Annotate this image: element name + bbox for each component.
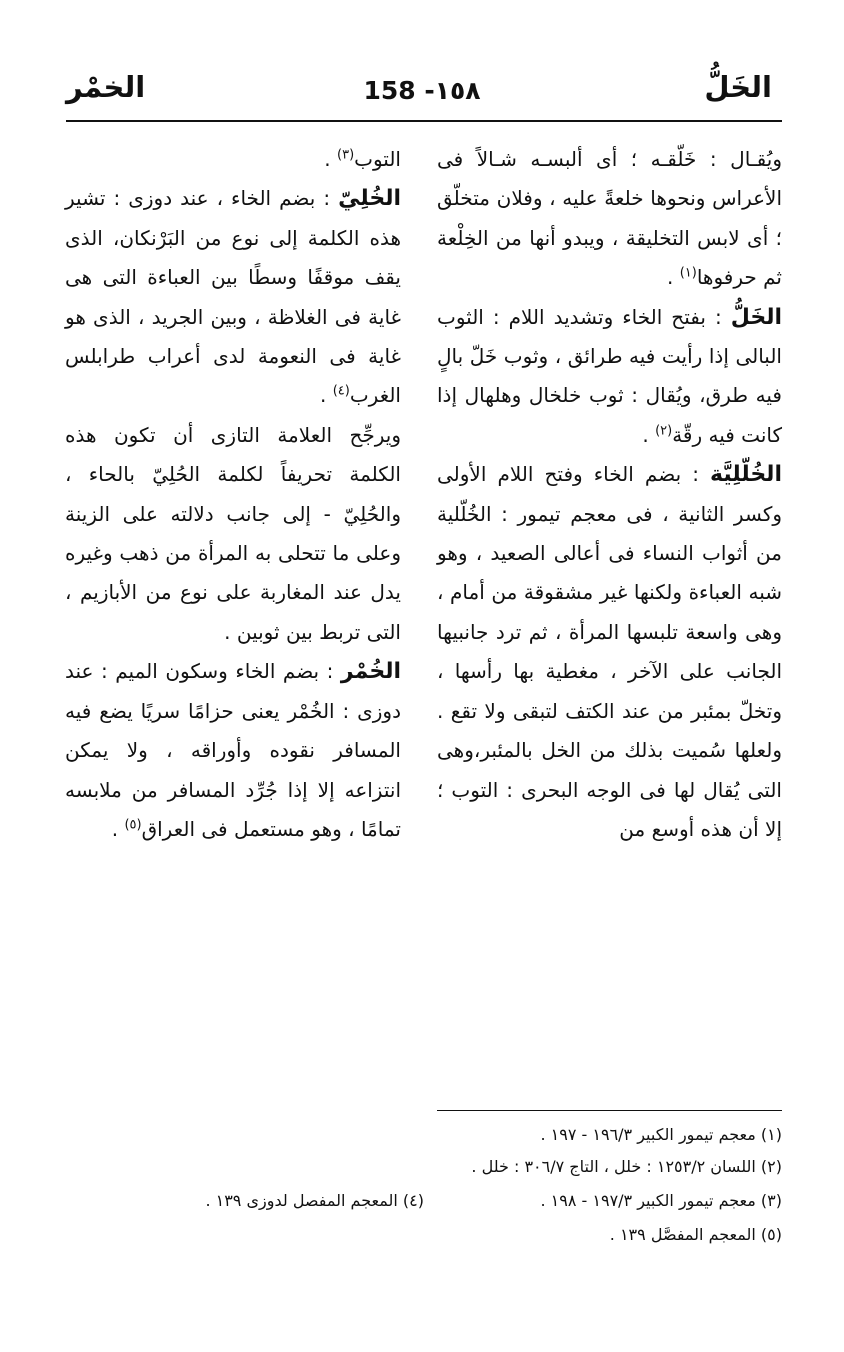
left-column bbox=[65, 140, 401, 849]
entry-al-khall: الخَلُّ : بفتح الخاء وتشديد اللام : الثوب البالى إذا رأيت فيه طرائق ، وثوب خَلّ بالٍ فيه طرق، ويُقال : ثوب خلخال وهلهال إذا كانت فيه رقّة$^{(٢)}$ . bbox=[437, 304, 782, 447]
footnote-4: (٤) المعجم المفصل لدوزى ١٣٩ . bbox=[205, 1191, 424, 1210]
entry-paragraph: ويرجِّح العلامة التازى أن تكون هذه الكلمة تحريفاً لكلمة الحُلِيّ بالحاء ، والحُلِيّ - إلى جانب دلالته على الزينة وعلى ما تتحلى به المرأة من ذهب وغيره يدل عند المغاربة على نوع من الأبازيم ، التى تربط بين ثوبين . bbox=[65, 422, 401, 644]
entry-term: الخَلُّ bbox=[730, 304, 782, 330]
footnote-ref: (١) bbox=[679, 265, 697, 281]
entry-al-khullaliyya: الخُلّلِيَّة : بضم الخاء وفتح اللام الأولى وكسر الثانية ، فى معجم تيمور : الخُلّلية من أثواب النساء فى أعالى الصعيد ، وهو شبه العباءة ولكنها غير مشقوقة من أمام ، وهى واسعة تلبسها المرأة ، ثم ترد جانبيها الجانب على الآخر ، مغطية بها رأسها ، وتخلّ بمئبر من عند الكتف لتبقى ولا تقع . ولعلها سُميت بذلك من الخل بالمئبر،وهى التى يُقال لها فى الوجه البحرى : التوب ؛ إلا أن هذه أوسع من bbox=[437, 462, 782, 841]
running-head-right: الخَلُّ bbox=[704, 70, 772, 104]
footnote-2: (٢) اللسان ١٢٥٣/٢ : خلل ، التاج ٣٠٦/٧ : خلل . bbox=[471, 1157, 782, 1176]
running-head-left: الخمْر bbox=[66, 70, 146, 104]
footnote-ref: (٥) bbox=[124, 817, 142, 833]
right-column bbox=[437, 140, 782, 849]
footnote-ref: (٢) bbox=[655, 423, 673, 439]
header-rule bbox=[66, 120, 782, 122]
entry-paragraph: التوب$^{(٣)}$ . bbox=[324, 147, 401, 171]
entry-al-khuliyy: الخُلِيّ : بضم الخاء ، عند دوزى : تشير هذه الكلمة إلى نوع من البَرْنكان، الذى يقف موقفًا وسطًا بين العباءة التى هى غاية فى الغلاظة ، وبين الجريد ، الذى هو غاية فى النعومة لدى أعراب طرابلس الغرب$^{(٤)}$ . bbox=[65, 186, 401, 408]
entry-al-khumr: الخُمْر : بضم الخاء وسكون الميم : عند دوزى : الخُمْر يعنى حزامًا سريًا يضع فيه المسافر نقوده وأوراقه ، ولا يمكن انتزاعه إلا إذا جُرِّد المسافر من ملابسه تمامًا ، وهو مستعمل فى العراق$^{(٥)}$ . bbox=[65, 659, 401, 841]
footnote-5: (٥) المعجم المفصَّل ١٣٩ . bbox=[609, 1225, 782, 1244]
entry-term: الخُلّلِيَّة bbox=[710, 462, 782, 488]
page-number: 158 -١٥٨ bbox=[363, 76, 481, 105]
entry-paragraph: ويُقـال : خَلّقـه ؛ أى ألبسـه شـالاً فى الأعراس ونحوها خلعةً عليه ، وفلان متخلّق ؛ أى لابس التخليقة ، ويبدو أنها من الخِلْعة ثم حرفوها$^{(١)}$ . bbox=[437, 147, 782, 290]
footnote-ref: (٣) bbox=[337, 147, 355, 163]
footnote-3: (٣) معجم تيمور الكبير ١٩٧/٣ - ١٩٨ . bbox=[540, 1191, 782, 1210]
footnote-1: (١) معجم تيمور الكبير ١٩٦/٣ - ١٩٧ . bbox=[540, 1125, 782, 1144]
entry-term: الخُمْر bbox=[340, 659, 401, 685]
footnote-rule bbox=[437, 1110, 782, 1111]
entry-term: الخُلِيّ bbox=[338, 186, 401, 212]
footnote-ref: (٤) bbox=[332, 383, 350, 399]
